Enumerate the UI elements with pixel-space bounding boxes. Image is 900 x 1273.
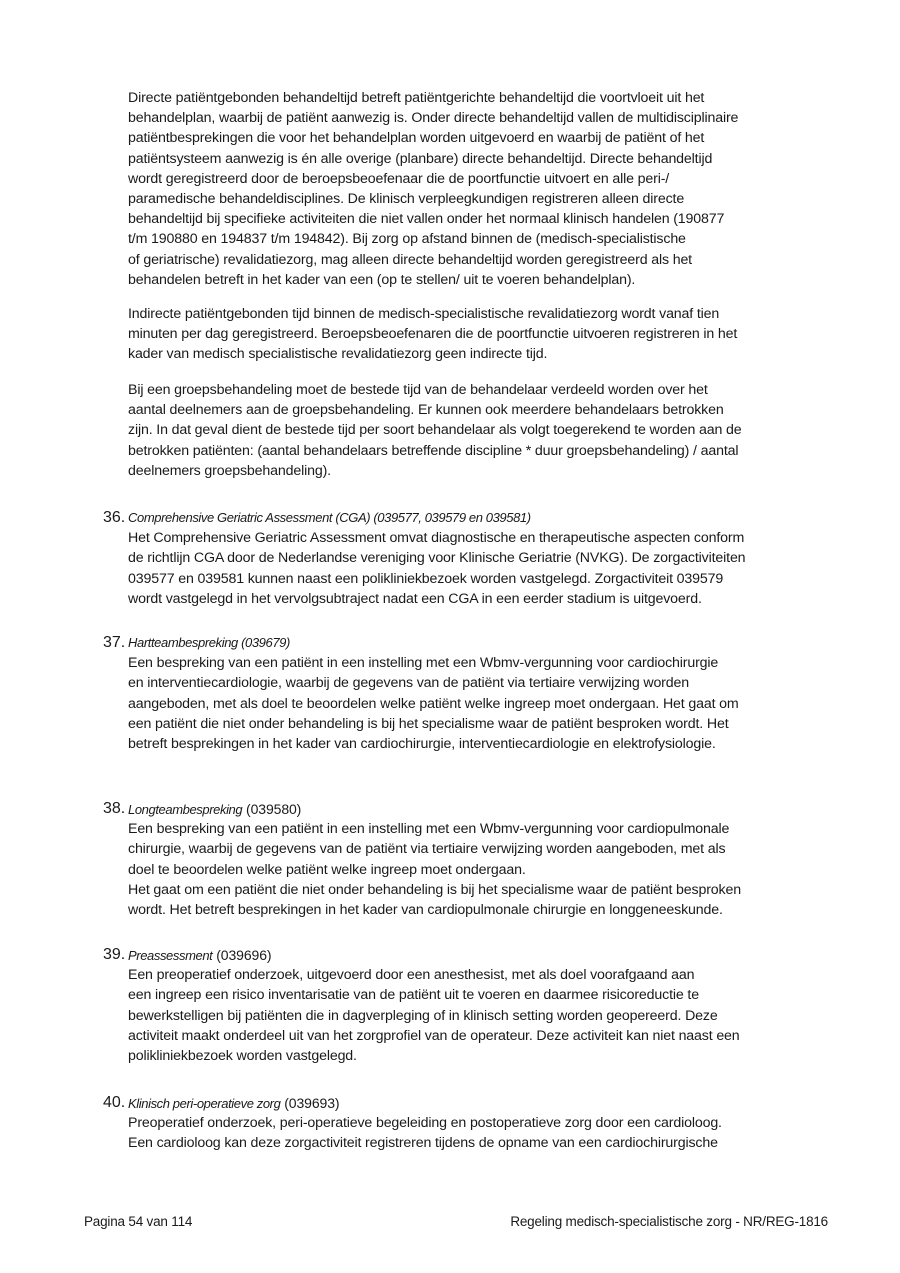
text-line: Een bespreking van een patiënt in een instelling met een Wbmv-vergunning voor cardiopulmonale	[128, 821, 730, 838]
item-title-text: Hartteambespreking	[128, 635, 238, 650]
item-body	[128, 653, 848, 754]
item-title-text: Longteambespreking	[128, 802, 243, 817]
text-line: Directe patiëntgebonden behandeltijd betreft patiëntgerichte behandeltijd die voortvloeit uit het	[128, 90, 705, 106]
text-line: wordt. Het betreft besprekingen in het kader van cardiopulmonale chirurgie en longgeneeskunde.	[128, 902, 723, 918]
item-title	[128, 1093, 339, 1114]
item-number: 39.	[103, 946, 126, 963]
text-line: behandelplan, waarbij de patiënt aanwezig is. Onder directe behandeltijd vallen de multidisciplinaire	[128, 110, 739, 127]
text-line: Een cardioloog kan deze zorgactiviteit registreren tijdens de opname van een cardiochirurgische	[128, 1135, 718, 1152]
text-line: minuten per dag geregistreerd. Beroepsbeoefenaren die de poortfunctie uitvoeren registreren in het	[128, 326, 738, 343]
document-reference: Regeling medisch-specialistische zorg - NR/REG-1816	[510, 1214, 828, 1229]
text-line: activiteit maakt onderdeel uit van het zorgprofiel van de operateur. Deze activiteit kan niet naast een	[128, 1027, 740, 1044]
text-line: Een preoperatief onderzoek, uitgevoerd door een anesthesist, met als doel voorafgaand aan	[128, 967, 695, 984]
text-line: een patiënt die niet onder behandeling is bij het specialisme waar de patiënt besproken wordt. Het	[128, 715, 729, 732]
item-body	[128, 1113, 848, 1153]
paragraph-group-treatment	[128, 380, 848, 481]
text-line: Bij een groepsbehandeling moet de bestede tijd van de behandelaar verdeeld worden over het	[128, 382, 708, 398]
text-line: chirurgie, waarbij de gegevens van de patiënt via tertiaire verwijzing worden aangeboden, met als	[128, 841, 726, 858]
item-body	[128, 528, 848, 609]
text-line: behandeltijd bij specifieke activiteiten die niet vallen onder het normaal klinisch handelen (190877	[128, 211, 725, 228]
text-line: wordt vastgelegd in het vervolgsubtraject nadat een CGA in een eerder stadium is uitgevoerd.	[128, 590, 702, 607]
item-body	[128, 965, 848, 1066]
text-line: doel te beoordelen welke patiënt welke ingreep moet ondergaan.	[128, 861, 526, 878]
item-code: (039679)	[237, 635, 290, 650]
text-line: patiëntbesprekingen die voor het behandelplan worden uitgevoerd en waarbij de patiënt of het	[128, 130, 705, 147]
text-line: t/m 190880 en 194837 t/m 194842). Bij zorg op afstand binnen de (medisch-specialistische	[128, 231, 686, 248]
text-line: zijn. In dat geval dient de bestede tijd per soort behandelaar als volgt toegerekend te worden aan de	[128, 422, 742, 439]
text-line: aangeboden, met als doel te beoordelen welke patiënt welke ingreep moet ondergaan. Het gaat om	[128, 695, 739, 712]
text-line: betreft besprekingen in het kader van cardiochirurgie, interventiecardiologie en elektrofysiologie.	[128, 736, 716, 752]
text-line: paramedische behandeldisciplines. De klinisch verpleegkundigen registreren alleen directe	[128, 191, 685, 208]
item-number: 40.	[103, 1094, 126, 1111]
text-line: patiëntsysteem aanwezig is én alle overige (planbare) directe behandeltijd. Directe behandeltijd	[128, 150, 713, 167]
page-number: Pagina 54 van 114	[84, 1214, 193, 1229]
text-line: bewerkstelligen bij patiënten die in dagverpleging of in klinisch setting worden geopereerd. Deze	[128, 1007, 718, 1024]
text-line: behandelen betreft in het kader van een (op te stellen/ uit te voeren behandelplan).	[128, 271, 636, 288]
paragraph-direct-treatment-time	[128, 88, 848, 290]
item-title	[128, 799, 301, 820]
item-title	[128, 945, 271, 966]
item-code: (039693)	[280, 1095, 340, 1111]
text-line: Preoperatief onderzoek, peri-operatieve begeleiding en postoperatieve zorg door een cardioloog.	[128, 1115, 722, 1132]
item-title-text: Comprehensive Geriatric Assessment (CGA)	[128, 510, 371, 525]
item-code: (039580)	[242, 801, 302, 817]
text-line: polikliniekbezoek worden vastgelegd.	[128, 1048, 357, 1064]
text-line: de richtlijn CGA door de Nederlandse vereniging voor Klinische Geriatrie (NVKG). De zorgactiviteiten	[128, 550, 746, 567]
text-line: Indirecte patiëntgebonden tijd binnen de medisch-specialistische revalidatiezorg wordt vanaf tien	[128, 306, 720, 322]
item-number: 38.	[103, 800, 126, 817]
text-line: wordt geregistreerd door de beroepsbeoefenaar die de poortfunctie uitvoert en alle peri-/	[128, 170, 670, 187]
item-code: (039696)	[212, 947, 272, 963]
text-line: aantal deelnemers aan de groepsbehandeling. Er kunnen ook meerdere behandelaars betrokken	[128, 402, 724, 419]
item-body	[128, 819, 848, 920]
item-title-text: Preassessment	[128, 948, 213, 963]
item-number: 36.	[103, 509, 126, 526]
item-title-text: Klinisch peri-operatieve zorg	[128, 1096, 281, 1111]
paragraph-indirect-time	[128, 304, 848, 365]
text-line: Het gaat om een patiënt die niet onder behandeling is bij het specialisme waar de patiënt besproken	[128, 881, 741, 898]
item-number: 37.	[103, 634, 126, 651]
text-line: deelnemers groepsbehandeling).	[128, 462, 331, 479]
text-line: en interventiecardiologie, waarbij de gegevens van de patiënt via tertiaire verwijzing worden	[128, 675, 689, 692]
text-line: of geriatrische) revalidatiezorg, mag alleen directe behandeltijd worden geregistreerd als het	[128, 251, 692, 268]
text-line: betrokken patiënten: (aantal behandelaars betreffende discipline * duur groepsbehandeling) / aantal	[128, 442, 739, 459]
item-code: (039577, 039579 en 039581)	[370, 510, 531, 525]
item-title	[128, 633, 290, 653]
item-title	[128, 508, 531, 528]
text-line: een ingreep een risico inventarisatie van de patiënt uit te voeren en daarmee risicoreductie te	[128, 987, 699, 1004]
text-line: kader van medisch specialistische revalidatiezorg geen indirecte tijd.	[128, 346, 548, 363]
text-line: Het Comprehensive Geriatric Assessment omvat diagnostische en therapeutische aspecten conform	[128, 530, 745, 547]
text-line: 039577 en 039581 kunnen naast een polikliniekbezoek worden vastgelegd. Zorgactiviteit 039579	[128, 570, 724, 587]
text-line: Een bespreking van een patiënt in een instelling met een Wbmv-vergunning voor cardiochirurgie	[128, 655, 719, 672]
